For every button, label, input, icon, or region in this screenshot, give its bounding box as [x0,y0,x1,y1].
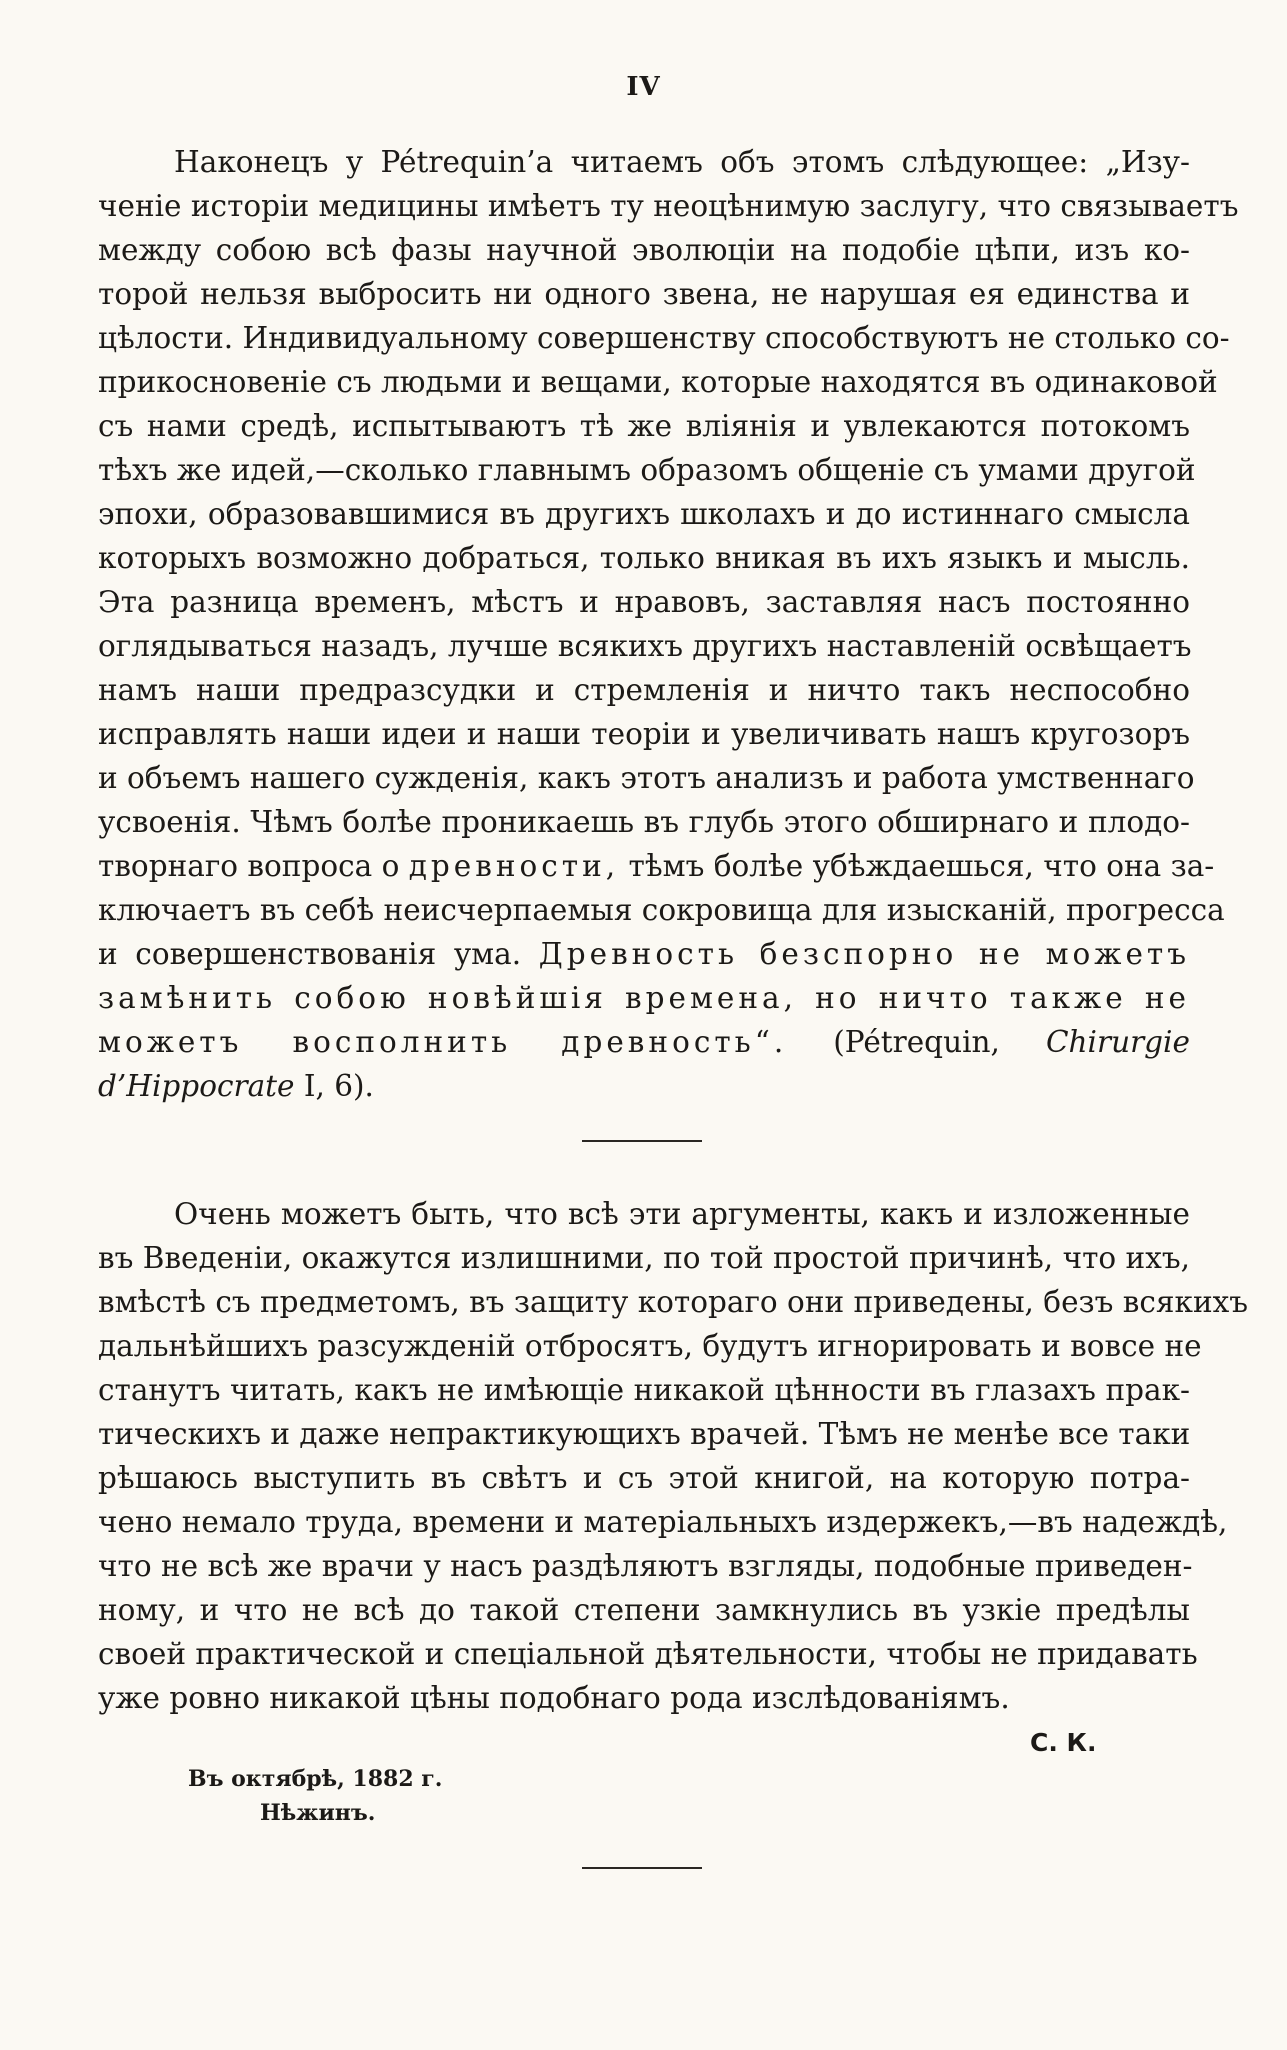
text-segment: I, 6). [303,1069,374,1103]
spaced-emphasis: можетъ восполнить древность“. [98,1025,788,1059]
text-line: усвоенія. Чѣмъ болѣе проникаешь въ глубь этого обширнаго и плодо- [98,805,1190,839]
text-segment: и совершенствованія ума. [98,937,522,971]
spaced-emphasis: Древность безспорно не можетъ [538,937,1190,971]
text-line: дальнѣйшихъ разсужденій отбросятъ, будутъ игнорировать и вовсе не [98,1329,1202,1363]
section-divider [582,1140,702,1142]
text-line: торой нельзя выбросить ни одного звена, не нарушая ея единства и [98,277,1190,311]
text-line: цѣлости. Индивидуальному совершенству способствуютъ не столько со- [98,321,1230,355]
text-line: тическихъ и даже непрактикующихъ врачей. Тѣмъ не менѣе все таки [98,1417,1191,1451]
text-line [98,932,1190,976]
text-line: намъ наши предразсудки и стремленія и ничто такъ неспособно [98,673,1190,707]
text-line: уже ровно никакой цѣны подобнаго рода изслѣдованіямъ. [98,1681,1010,1715]
text-line: исправлять наши идеи и наши теоріи и увеличивать нашъ кругозоръ [98,717,1190,751]
signature: С. К. [1030,1728,1097,1757]
text-line: что не всѣ же врачи у насъ раздѣляютъ взгляды, подобные приведен- [98,1549,1193,1583]
text-line: своей практической и спеціальной дѣятельности, чтобы не придавать [98,1637,1198,1671]
text-line: эпохи, образовавшимися въ другихъ школахъ и до истиннаго смысла [98,497,1190,531]
text-line: Наконецъ у Pétrequin’а читаемъ объ этомъ слѣдующее: „Изу- [174,145,1190,179]
text-line: ному, и что не всѣ до такой степени замкнулись въ узкіе предѣлы [98,1593,1190,1627]
text-line: чено немало труда, времени и матеріальныхъ издержекъ,—въ надеждѣ, [98,1505,1228,1539]
text-line: рѣшаюсь выступить въ свѣтъ и съ этой книгой, на которую потра- [98,1461,1190,1495]
page-number: IV [626,72,661,102]
text-line: Очень можетъ быть, что всѣ эти аргументы, какъ и изложенные [174,1197,1190,1231]
text-line [98,1020,1190,1064]
end-divider [582,1867,702,1869]
text-line: замѣнить собою новѣйшія времена, но ничто также не [98,981,1190,1015]
place-line: Нѣжинъ. [260,1800,376,1826]
text-line: Эта разница временъ, мѣстъ и нравовъ, заставляя насъ постоянно [98,585,1190,619]
text-line: съ нами средѣ, испытываютъ тѣ же вліянія и увлекаются потокомъ [98,409,1190,443]
date-line: Въ октябрѣ, 1882 г. [188,1766,443,1792]
spaced-emphasis: древности, [408,849,620,883]
text-segment: творнаго вопроса о [98,849,400,883]
text-line [98,844,1215,888]
text-segment: тѣмъ болѣе убѣждаешься, что она за- [628,849,1215,883]
italic-title: Chirurgie [1045,1025,1190,1059]
text-line: между собою всѣ фазы научной эволюціи на подобіе цѣпи, изъ ко- [98,233,1190,267]
text-segment: (Pétrequin, [833,1025,1000,1059]
text-line: ключаетъ въ себѣ неисчерпаемыя сокровища для изысканій, прогресса [98,893,1225,927]
italic-title: d’Hippocrate [98,1069,295,1103]
text-line: прикосновеніе съ людьми и вещами, которые находятся въ одинаковой [98,365,1218,399]
text-line: вмѣстѣ съ предметомъ, въ защиту котораго они приведены, безъ всякихъ [98,1285,1249,1319]
text-line: оглядываться назадъ, лучше всякихъ другихъ наставленій освѣщаетъ [98,629,1192,663]
text-line [98,1064,1190,1108]
text-line: тѣхъ же идей,—сколько главнымъ образомъ общеніе съ умами другой [98,453,1196,487]
text-line: въ Введеніи, окажутся излишними, по той простой причинѣ, что ихъ, [98,1241,1190,1275]
text-line: которыхъ возможно добраться, только вникая въ ихъ языкъ и мысль. [98,541,1190,575]
text-line: ченіе исторіи медицины имѣетъ ту неоцѣнимую заслугу, что связываетъ [98,189,1239,223]
text-line: и объемъ нашего сужденія, какъ этотъ анализъ и работа умственнаго [98,761,1195,795]
text-line: станутъ читать, какъ не имѣющіе никакой цѣнности въ глазахъ прак- [98,1373,1190,1407]
